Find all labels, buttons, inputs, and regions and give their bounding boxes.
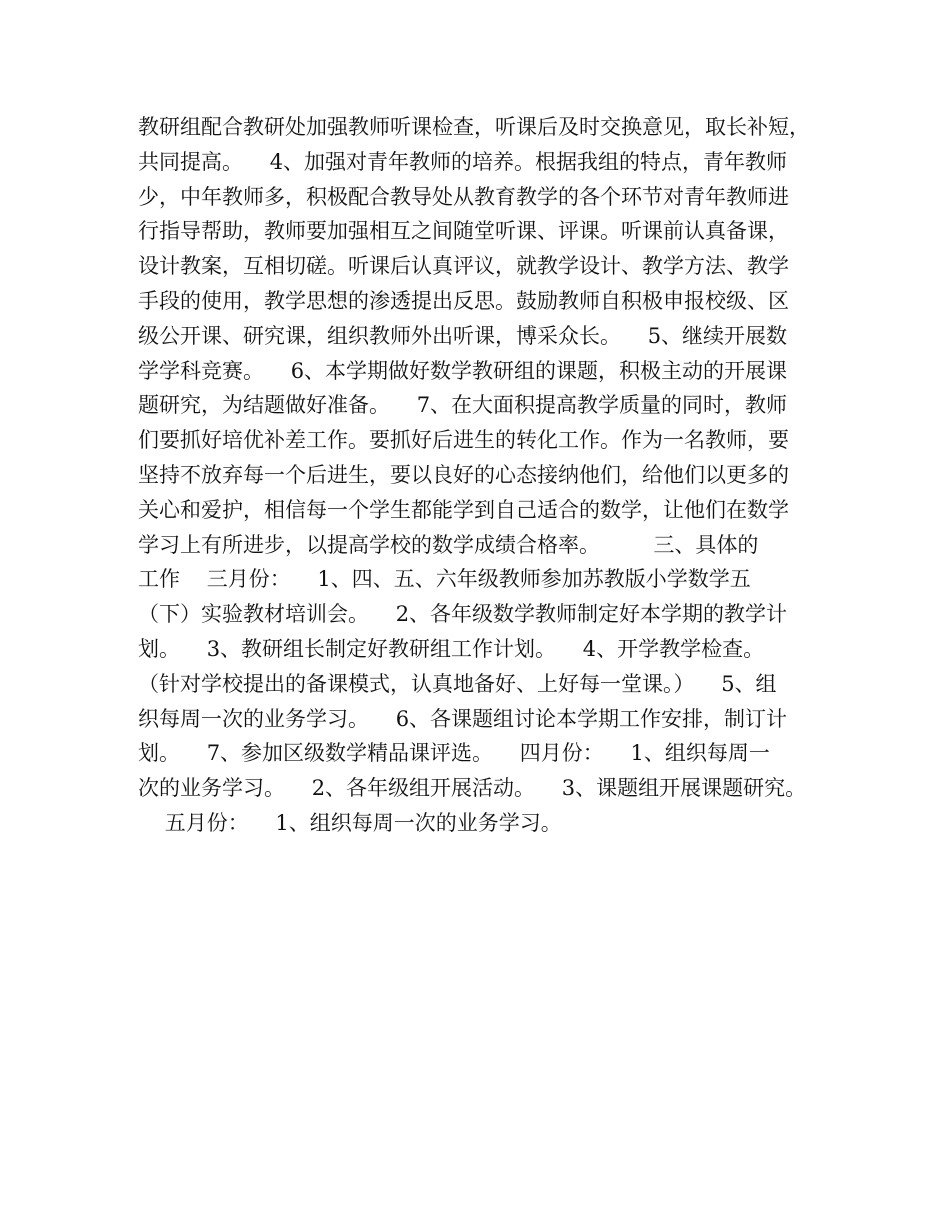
text-line: 题研究，为结题做好准备。 7、在大面积提高教学质量的同时，教师 bbox=[138, 393, 788, 418]
text-line: 学学科竞赛。 6、本学期做好数学教研组的课题，积极主动的开展课 bbox=[138, 358, 788, 383]
text-line: （针对学校提出的备课模式，认真地备好、上好每一堂课。） 5、组 bbox=[138, 671, 777, 696]
text-line: 次的业务学习。 2、各年级组开展活动。 3、课题组开展课题研究。 bbox=[138, 776, 807, 801]
text-line: 工作 三月份： 1、四、五、六年级教师参加苏教版小学数学五 bbox=[138, 567, 751, 592]
text-line: 五月份： 1、组织每周一次的业务学习。 bbox=[138, 810, 562, 835]
text-line: 级公开课、研究课，组织教师外出听课，博采众长。 5、继续开展数 bbox=[138, 323, 788, 348]
text-line: （下）实验教材培训会。 2、各年级数学教师制定好本学期的教学计 bbox=[138, 602, 788, 627]
text-line: 共同提高。 4、加强对青年教师的培养。根据我组的特点，青年教师 bbox=[138, 149, 788, 174]
text-line: 织每周一次的业务学习。 6、各课题组讨论本学期工作安排，制订计 bbox=[138, 706, 788, 731]
text-line: 们要抓好培优补差工作。要抓好后进生的转化工作。作为一名教师，要 bbox=[138, 428, 789, 453]
text-line: 手段的使用，教学思想的渗透提出反思。鼓励教师自积极申报校级、区 bbox=[138, 288, 789, 313]
body-text bbox=[138, 110, 828, 841]
text-line: 教研组配合教研处加强教师听课检查，听课后及时交换意见，取长补短， bbox=[138, 115, 810, 139]
text-line: 坚持不放弃每一个后进生，要以良好的心态接纳他们，给他们以更多的 bbox=[138, 462, 789, 487]
text-line: 划。 7、参加区级数学精品课评选。 四月份： 1、组织每周一 bbox=[138, 741, 770, 766]
text-line: 划。 3、教研组长制定好教研组工作计划。 4、开学教学检查。 bbox=[138, 636, 765, 661]
text-line: 关心和爱护，相信每一个学生都能学到自己适合的数学，让他们在数学 bbox=[138, 497, 789, 522]
text-line: 学习上有所进步，以提高学校的数学成绩合格率。 三、具体的 bbox=[138, 532, 759, 557]
text-line: 行指导帮助，教师要加强相互之间随堂听课、评课。听课前认真备课， bbox=[138, 219, 789, 244]
text-line: 设计教案，互相切磋。听课后认真评议，就教学设计、教学方法、教学 bbox=[138, 254, 789, 279]
text-line: 少，中年教师多，积极配合教导处从教育教学的各个环节对青年教师进 bbox=[138, 184, 789, 209]
